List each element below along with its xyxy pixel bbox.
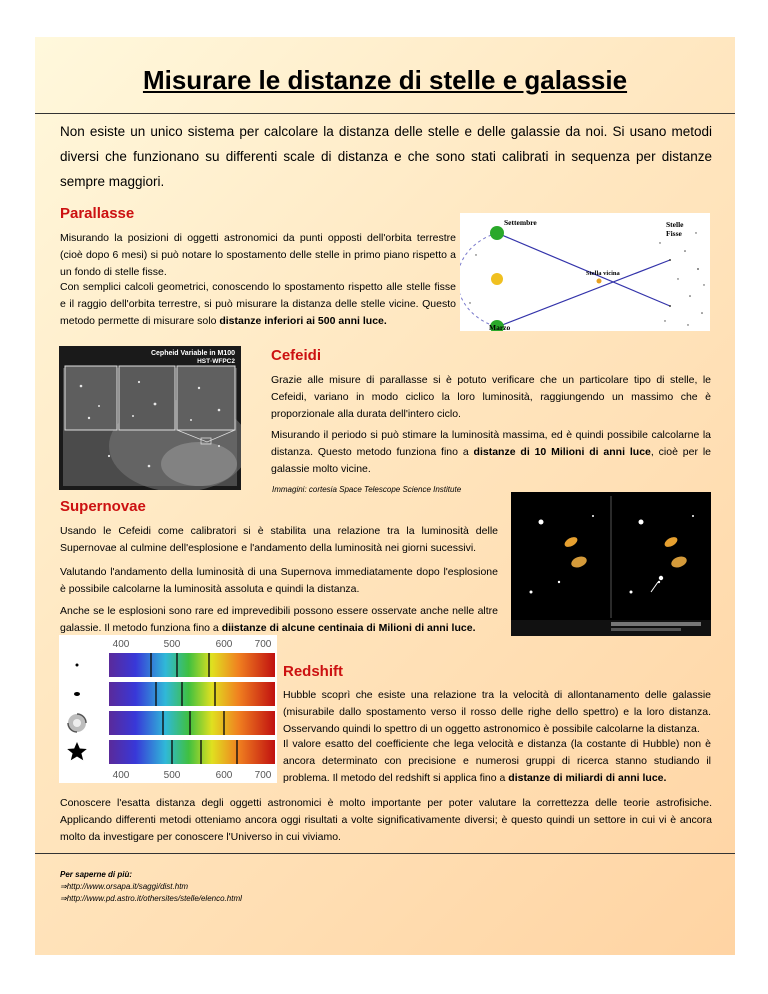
small-galaxy-icon xyxy=(74,692,80,696)
redshift-paragraph-2 xyxy=(283,736,711,787)
links-heading: Per saperne di più: xyxy=(60,870,133,879)
cefeidi-heading: Cefeidi xyxy=(271,347,322,364)
page-title: Misurare le distanze di stelle e galassie xyxy=(142,65,628,95)
label-marzo: Marzo xyxy=(489,323,511,331)
supernovae-heading: Supernovae xyxy=(60,498,146,515)
spiral-galaxy-icon xyxy=(68,714,86,732)
spectra-image xyxy=(59,635,277,783)
tick-400-top: 400 xyxy=(112,639,130,650)
redshift-heading: Redshift xyxy=(283,663,343,680)
earth-september-icon xyxy=(490,226,504,240)
spectrum-4 xyxy=(109,740,275,764)
link-item-2[interactable]: ⇒http://www.pd.astro.it/othersites/stelle/elenco.html xyxy=(60,894,242,903)
poster xyxy=(35,37,735,955)
supernovae-paragraph-3 xyxy=(60,603,498,637)
star-dot-icon xyxy=(76,664,79,667)
supernovae-paragraph-1: Usando le Cefeidi come calibratori si è stabilita una relazione tra la luminosità delle Supernovae al culmine dell'esplosione e l'andamento della luminosità nei giorni sucessivi. xyxy=(60,525,498,554)
sun-icon xyxy=(491,273,503,285)
redshift-paragraph-1: Hubble scoprì che esiste una relazione tra la velocità di allontanamento delle galassie (misurabile dallo spostamento verso il rosso delle righe dello spettro) e la loro distanza. Osservando quindi lo spettro di un oggetto astronomico è possibile calcolarne la distanza. xyxy=(283,689,711,735)
near-star-icon xyxy=(597,279,602,284)
links-section xyxy=(60,869,242,905)
cefeidi-paragraph-1: Grazie alle misure di parallasse si è potuto verificare che un particolare tipo di stelle, le Cefeidi, variano in modo ciclico la loro luminosità, raggiungendo un massimo che è proporzionale alla durata dell'intero ciclo. xyxy=(271,374,711,420)
conclusion-paragraph: Conoscere l'esatta distanza degli oggetti astronomici è molto importante per poter valutare la correttezza delle teorie astrofisiche. Applicando differenti metodi otteniamo ancora oggi risultati a volte significativamente diversi; è questo quindi un settore in cui vi è ancora molto da investigare per conoscere l'Universo in cui viviamo. xyxy=(60,797,712,843)
title-divider xyxy=(35,113,735,114)
tick-700-bottom: 700 xyxy=(254,770,272,781)
label-stelle: Stelle xyxy=(666,220,684,229)
parallasse-paragraph-2 xyxy=(60,279,456,330)
tick-600-top: 600 xyxy=(215,639,233,650)
parallasse-text: Con semplici calcoli geometrici, conoscendo lo spostamento rispetto alle stelle fisse e il raggio dell'orbita terrestre, si può misurare la distanza delle stelle vicine. Questo metodo permette di misurare solo xyxy=(60,281,456,327)
redshift-limit: distanze di miliardi di anni luce. xyxy=(508,772,667,784)
parallasse-heading: Parallasse xyxy=(60,205,135,222)
image-credit: Immagini: cortesia Space Telescope Science Institute xyxy=(272,485,462,494)
link-item-1[interactable]: ⇒http://www.orsapa.it/saggi/dist.htm xyxy=(60,882,189,891)
cepheid-image xyxy=(59,346,241,490)
image-subtitle: HST·WFPC2 xyxy=(197,358,235,365)
label-fisse: Fisse xyxy=(666,229,682,238)
parallasse-limit: distanze inferiori ai 500 anni luce. xyxy=(219,315,387,327)
image-title: Cepheid Variable in M100 xyxy=(150,350,235,357)
tick-700-top: 700 xyxy=(254,639,272,650)
cefeidi-paragraph-2 xyxy=(271,427,711,478)
tick-400-bottom: 400 xyxy=(112,770,130,781)
supernova-image xyxy=(511,492,711,636)
cefeidi-text-end: , cioè per le galassie molto vicine. xyxy=(271,446,711,475)
spectrum-2 xyxy=(109,682,275,706)
intro-paragraph: Non esiste un unico sistema per calcolare la distanza delle stelle e delle galassie da noi. Si usano metodi diversi che funzionano su differenti scale di distanza e che sono stati calibrati in sequenza per distanze sempre maggiori. xyxy=(60,124,712,189)
supernovae-paragraph-2: Valutando l'andamento della luminosità di una Supernova immediatamente dopo l'esplosione è possibile calcolarne la luminosità assoluta e quindi la distanza. xyxy=(60,566,498,595)
spectrum-1 xyxy=(109,653,275,677)
cefeidi-limit: distanze di 10 Milioni di anni luce xyxy=(473,446,651,458)
tick-500-top: 500 xyxy=(163,639,181,650)
supernovae-limit: diistanze di alcune centinaia di Milioni di anni luce. xyxy=(221,622,476,634)
tick-600-bottom: 600 xyxy=(215,770,233,781)
footer-divider xyxy=(35,853,735,854)
supernovae-text: Anche se le esplosioni sono rare ed imprevedibili possono essere osservate anche nelle altre galassie. Il metodo funziona fino a xyxy=(60,605,498,634)
cefeidi-text: Misurando il periodo si può stimare la luminosità massima, ed è quindi possibile calcolarne la distanza. Questo metodo funziona fino a xyxy=(271,429,711,458)
parallasse-paragraph-1: Misurando la posizioni di oggetti astronomici da punti opposti dell'orbita terrestre (cioè dopo 6 mesi) si può notare lo spostamento delle stelle in primo piano rispetto a un fondo di stelle fisse. xyxy=(60,232,456,278)
link-2-text[interactable]: http://www.pd.astro.it/othersites/stelle/elenco.html xyxy=(66,894,242,903)
spectrum-3 xyxy=(109,711,275,735)
parallax-diagram xyxy=(460,213,710,331)
tick-500-bottom: 500 xyxy=(163,770,181,781)
link-1-text[interactable]: http://www.orsapa.it/saggi/dist.htm xyxy=(66,882,189,891)
label-stella-vicina: Stella vicina xyxy=(586,270,620,277)
label-settembre: Settembre xyxy=(504,218,537,227)
redshift-text: Il valore esatto del coefficiente che lega velocità e distanza (la costante di Hubble) non è ancora determinato con precisione e numerosi gruppi di ricerca stanno studiando il problema. Il metodo del redshift si applica fino a xyxy=(283,738,711,784)
